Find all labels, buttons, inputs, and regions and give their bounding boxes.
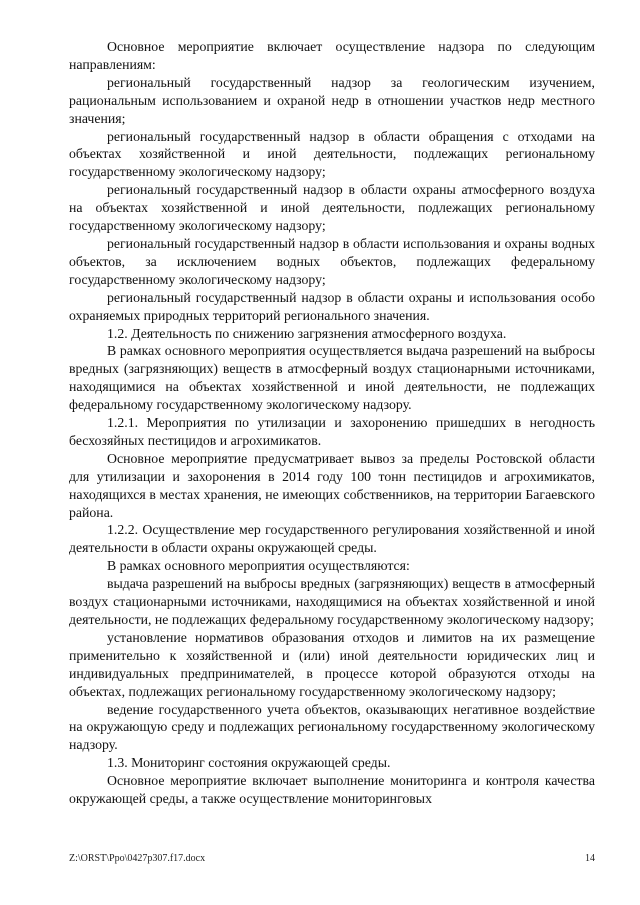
paragraph-1: Основное мероприятие включает осуществление надзора по следующим направлениям: — [69, 39, 595, 72]
paragraph-17: Основное мероприятие включает выполнение мониторинга и контроля качества окружающей среды, а также осуществление мониторинговых — [69, 773, 595, 807]
paragraph-8: В рамках основного мероприятия осуществляется выдача разрешений на выбросы вредных (загрязняющих) веществ в атмосферный воздух стационарными источниками, находящимися на объектах хозяйственной и иной деятельности, не подлежащих федеральному государственному экологическому надзору. — [69, 343, 595, 413]
section-heading-1-3: 1.3. Мониторинг состояния окружающей среды. — [107, 755, 391, 771]
paragraph-13: выдача разрешений на выбросы вредных (загрязняющих) веществ в атмосферный воздух стационарными источниками, находящимися на объектах хозяйственной и иной деятельности, не подлежащих федеральному государственному экологическому надзору; — [69, 576, 595, 627]
section-heading-1-2: 1.2. Деятельность по снижению загрязнения атмосферного воздуха. — [107, 325, 507, 341]
paragraph-6: региональный государственный надзор в области охраны и использования особо охраняемых природных территорий регионального значения. — [69, 289, 595, 323]
paragraph-2: региональный государственный надзор за геологическим изучением, рациональным использованием и охраной недр в отношении участков недр местного значения; — [69, 74, 595, 126]
paragraph-5: региональный государственный надзор в области использования и охраны водных объектов, за исключением водных объектов, подлежащих федеральному государственному экологическому надзору; — [69, 235, 595, 287]
page-footer — [69, 853, 595, 865]
page-number: 14 — [585, 853, 595, 864]
document-page — [69, 38, 595, 808]
footer-file-path: Z:\ORST\Ppo\0427p307.f17.docx — [69, 853, 206, 864]
paragraph-14: установление нормативов образования отходов и лимитов на их размещение применительно к хозяйственной и (или) иной деятельности юридических лиц и индивидуальных предпринимателей, в процессе которой образуются отходы на объектах, подлежащих региональному государственному экологическому надзору; — [69, 629, 595, 699]
paragraph-10: Основное мероприятие предусматривает вывоз за пределы Ростовской области для утилизации и захоронения в 2014 году 100 тонн пестицидов и агрохимикатов, находящихся в местах хранения, не имеющих собственников, на территории Багаевского района. — [69, 450, 595, 520]
paragraph-12: В рамках основного мероприятия осуществляются: — [107, 558, 410, 574]
paragraph-4: региональный государственный надзор в области охраны атмосферного воздуха на объектах хозяйственной и иной деятельности, подлежащих региональному государственному экологическому надзору; — [69, 182, 595, 234]
paragraph-3: региональный государственный надзор в области обращения с отходами на объектах хозяйственной и иной деятельности, подлежащих региональному государственному экологическому надзору; — [69, 128, 595, 180]
section-heading-1-2-1: 1.2.1. Мероприятия по утилизации и захоронению пришедших в негодность бесхозяйных пестицидов и агрохимикатов. — [69, 415, 595, 448]
section-heading-1-2-2: 1.2.2. Осуществление мер государственного регулирования хозяйственной и иной деятельности в области охраны окружающей среды. — [69, 522, 595, 556]
paragraph-15: ведение государственного учета объектов, оказывающих негативное воздействие на окружающую среду и подлежащих региональному государственному экологическому надзору. — [69, 701, 595, 753]
